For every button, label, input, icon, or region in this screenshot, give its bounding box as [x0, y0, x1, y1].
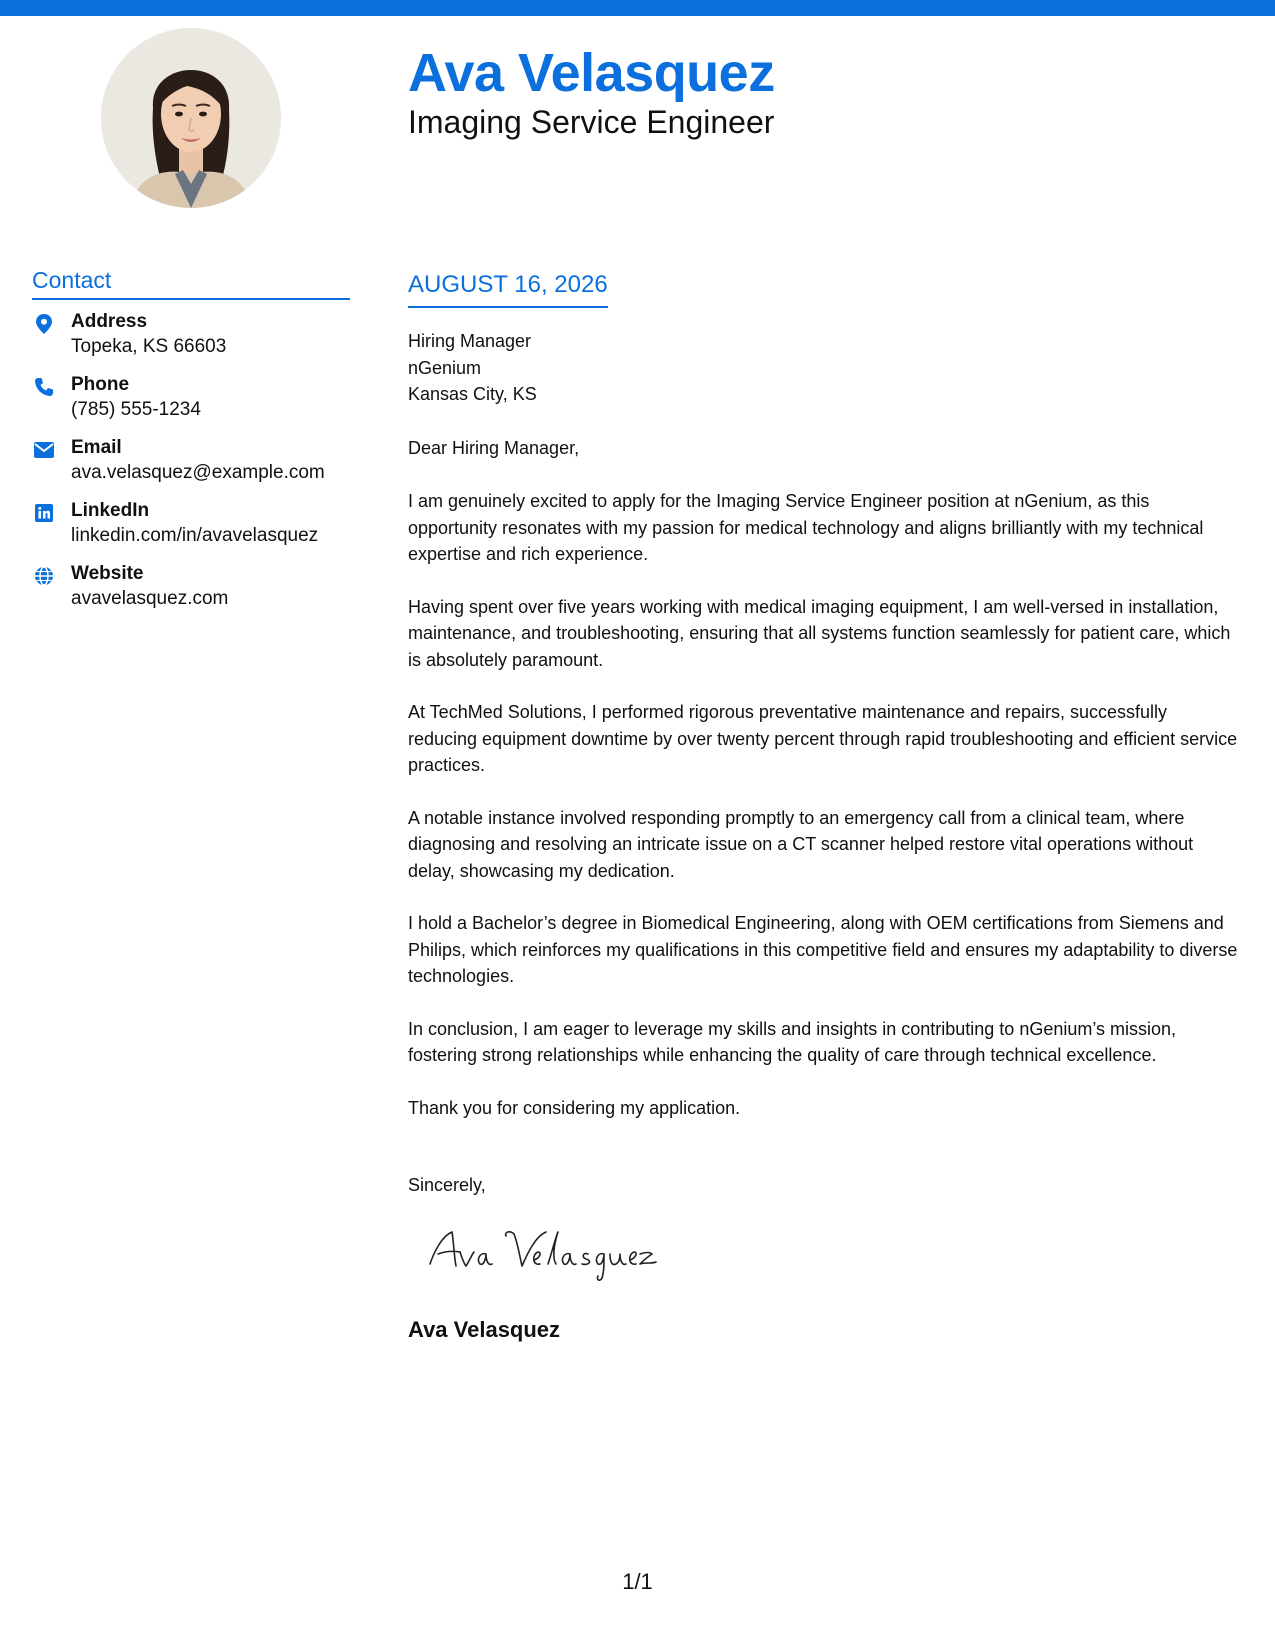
salutation: Dear Hiring Manager, [408, 438, 580, 458]
contact-list [32, 310, 362, 625]
contact-item-address [32, 310, 362, 373]
job-title: Imaging Service Engineer [408, 104, 775, 140]
body-paragraph: Thank you for considering my application. [408, 1097, 741, 1118]
contact-label: Email [71, 437, 122, 458]
closing: Sincerely, [408, 1175, 486, 1195]
handwritten-signature [424, 1222, 664, 1286]
body-paragraph: Having spent over five years working with medical imaging equipment, I am well-versed in installation, maintenance, and troubleshooting, ensuring that all systems function seamlessly for patient care, which is absolutely paramount. [408, 596, 1231, 670]
email-icon [33, 439, 55, 461]
contact-heading: Contact [32, 266, 350, 300]
applicant-name: Ava Velasquez [408, 43, 775, 103]
contact-value: (785) 555-1234 [71, 399, 201, 420]
profile-photo [101, 28, 281, 208]
linkedin-icon [33, 502, 55, 524]
body-paragraph: At TechMed Solutions, I performed rigorous preventative maintenance and repairs, successfully reducing equipment downtime by over twenty percent through rapid troubleshooting and efficient service practices. [408, 702, 1238, 775]
recipient-line: Kansas City, KS [408, 384, 537, 404]
body-paragraph: I am genuinely excited to apply for the Imaging Service Engineer position at nGenium, as this opportunity resonates with my passion for medical technology and aligns brilliantly with my technical expertise and rich experience. [408, 491, 1204, 564]
contact-value: Topeka, KS 66603 [71, 336, 227, 357]
contact-value: linkedin.com/in/avavelasquez [71, 525, 319, 546]
location-pin-icon [33, 313, 55, 335]
contact-label: Address [71, 311, 148, 332]
contact-item-linkedin [32, 499, 362, 562]
contact-label: LinkedIn [71, 500, 150, 521]
signer-name: Ava Velasquez [408, 1317, 561, 1342]
globe-icon [33, 565, 55, 587]
letter-body [408, 488, 1238, 1147]
body-paragraph: In conclusion, I am eager to leverage my skills and insights in contributing to nGenium’s mission, fostering strong relationships while enhancing the quality of care through technical excellence. [408, 1018, 1177, 1065]
body-paragraph: I hold a Bachelor’s degree in Biomedical Engineering, along with OEM certifications from Siemens and Philips, which reinforces my qualifications in this competitive field and ensures my adaptability to diverse technologies. [408, 913, 1238, 986]
contact-item-phone [32, 373, 362, 436]
contact-item-website [32, 562, 362, 625]
recipient-line: Hiring Manager [408, 331, 532, 351]
recipient-block [408, 328, 537, 408]
contact-item-email [32, 436, 362, 499]
phone-icon [33, 376, 55, 398]
contact-label: Website [71, 563, 144, 584]
body-paragraph: A notable instance involved responding promptly to an emergency call from a clinical team, where diagnosing and resolving an intricate issue on a CT scanner helped restore vital operations without delay, showcasing my dedication. [408, 807, 1194, 881]
page-number: 1/1 [622, 1569, 653, 1594]
top-accent-bar [0, 0, 1275, 16]
contact-label: Phone [71, 374, 130, 395]
contact-value: ava.velasquez@example.com [71, 462, 325, 483]
contact-value: avavelasquez.com [71, 588, 229, 609]
recipient-line: nGenium [408, 357, 482, 378]
letter-date: AUGUST 16, 2026 [408, 270, 608, 308]
